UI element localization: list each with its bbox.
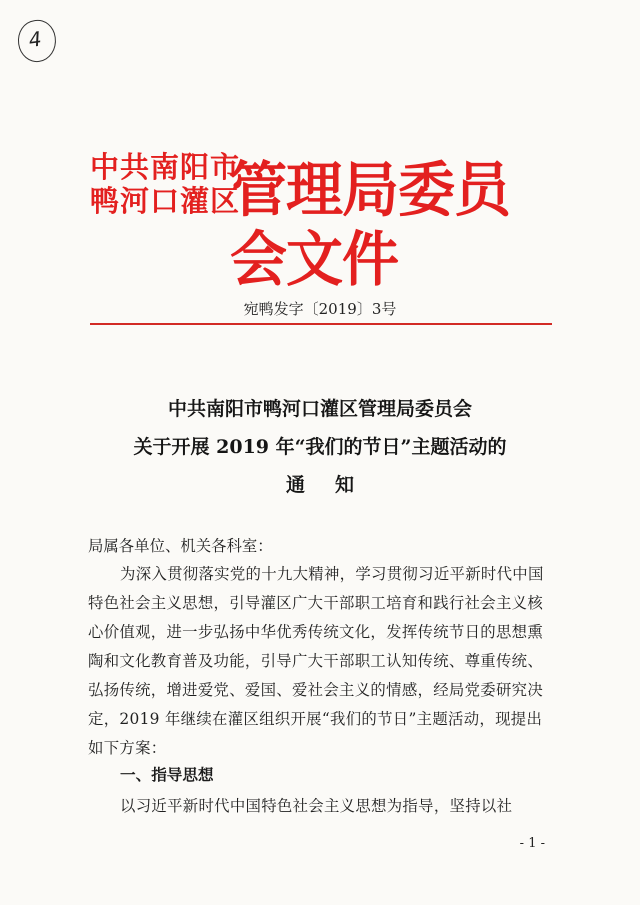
section-heading-1: 一、指导思想 (120, 766, 214, 784)
document-type-title: 管理局委员会文件 (230, 156, 510, 295)
notice-title-line-2: 关于开展 2019 年“我们的节日”主题活动的 (133, 436, 507, 458)
issuer-name (90, 150, 240, 218)
notice-title-line-1: 中共南阳市鸭河口灌区管理局委员会 (167, 398, 472, 420)
notice-title-line-3: 通知 (285, 474, 384, 496)
issuer-line-1: 中共南阳市 (90, 150, 241, 184)
red-header (90, 150, 560, 295)
red-divider-line (90, 323, 552, 325)
page-number: - 1 - (519, 836, 545, 851)
issuer-line-2: 鸭河口灌区 (90, 184, 241, 218)
body-paragraph-1: 为深入贯彻落实党的十九大精神，学习贯彻习近平新时代中国特色社会主义思想，引导灌区广大干部职工培育和践行社会主义核心价值观，进一步弘扬中华优秀传统文化，发挥传统节日的思想熏陶和文化教育普及功能，引导广大干部职工认知传统、尊重传统、弘扬传统，增进爱党、爱国、爱社会主义的情感，经局党委研究决定，2019 年继续在灌区组织开展“我们的节日”主题活动，现提出如下方案： (88, 565, 544, 757)
handwritten-mark-text: 4 (27, 26, 44, 53)
document-number: 宛鸭发字〔2019〕3号 (243, 300, 397, 318)
handwritten-mark (15, 18, 58, 65)
salutation: 局属各单位、机关各科室： (88, 537, 273, 555)
body-paragraph-2: 以习近平新时代中国特色社会主义思想为指导，坚持以社 (120, 797, 513, 815)
